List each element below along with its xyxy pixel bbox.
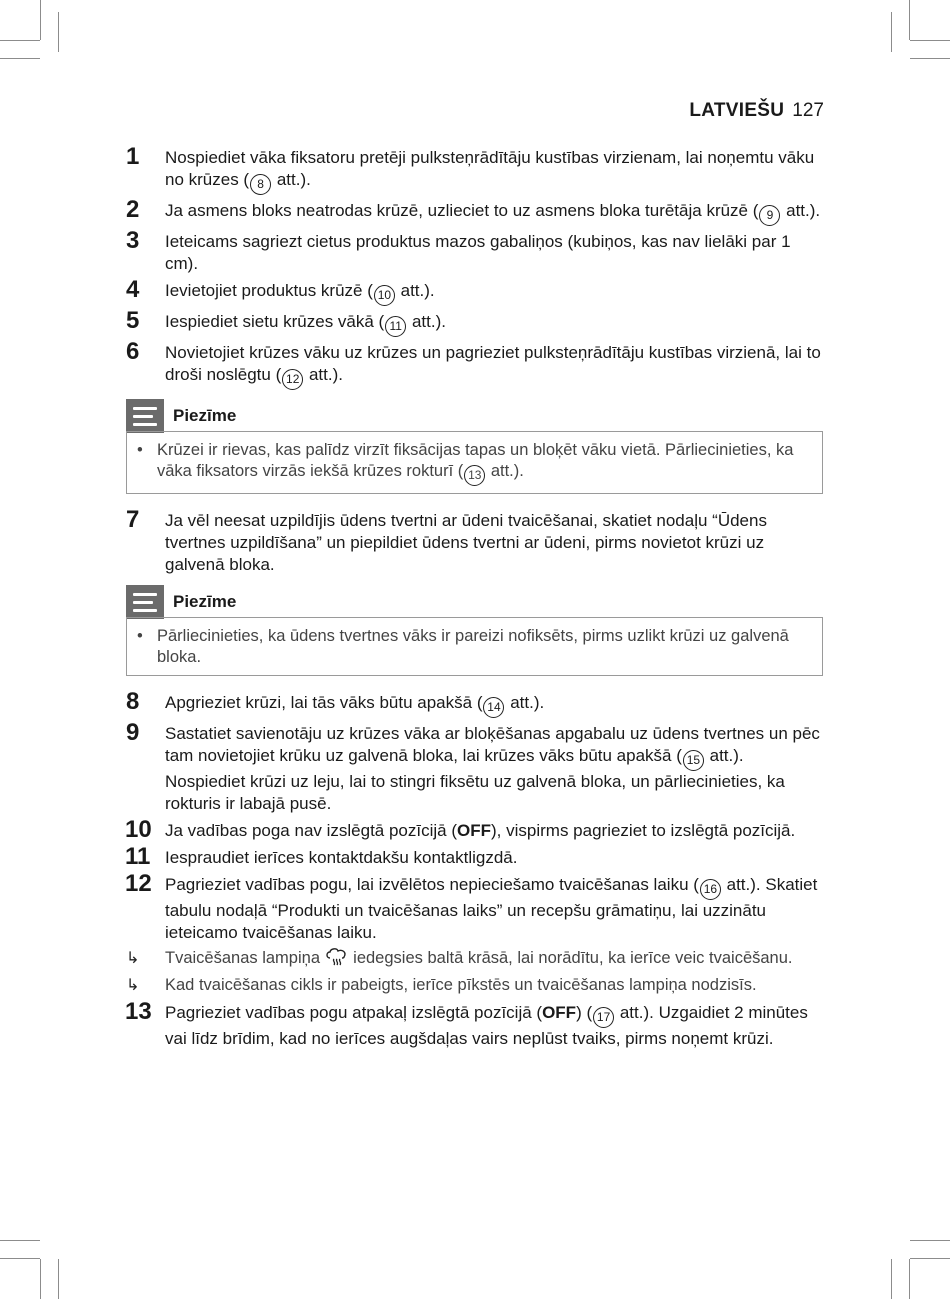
step-item: 5 Iespiediet sietu krūzes vākā ( 11 att.). [126, 311, 823, 337]
crop-mark [909, 1259, 910, 1299]
crop-mark [40, 0, 41, 40]
figure-ref: 16 [700, 879, 721, 900]
note-icon [126, 399, 164, 433]
off-label: OFF [457, 821, 492, 840]
step-number: 13 [125, 998, 152, 1025]
step-item: 1 Nospiediet vāka fiksatoru pretēji pulksteņrādītāju kustības virzienam, lai noņemtu vāku no krūzes ( 8 att.). [126, 147, 823, 195]
figure-ref: 15 [683, 750, 704, 771]
note-block [126, 585, 823, 676]
crop-mark [0, 1258, 40, 1259]
bullet: • [137, 627, 143, 645]
figure-ref: 12 [282, 369, 303, 390]
note-header [126, 399, 823, 433]
figure-ref: 10 [374, 285, 395, 306]
result-item: ↳ Tvaicēšanas lampiņa iedegsies baltā krāsā, lai norādītu, ka ierīce veic tvaicēšanu. [126, 949, 793, 967]
crop-mark [0, 40, 40, 41]
step-number: 1 [126, 143, 140, 170]
step-number: 8 [126, 688, 140, 715]
note-title: Piezīme [173, 406, 237, 425]
bullet: • [137, 441, 143, 459]
off-label: OFF [542, 1003, 577, 1022]
step-item: 12 Pagrieziet vadības pogu, lai izvēlētos nepieciešamo tvaicēšanas laiku ( 16 att.). Skatiet tabulu nodaļā “Produkti un tvaicēšanas laiks” un recepšu grāmatiņu, lai uzzinātu ieteicamo tvaicēšanas laiku. [125, 870, 818, 942]
crop-mark [40, 1259, 41, 1299]
step-number: 7 [126, 506, 140, 533]
figure-ref: 9 [759, 205, 780, 226]
crop-mark [910, 1258, 950, 1259]
note-icon [126, 585, 164, 619]
step-item: 9 Sastatiet savienotāju uz krūzes vāka ar bloķēšanas apgabalu uz ūdens tvertnes un pēc tam novietojiet krūku uz galvenā bloka, lai krūzes vāks būtu apakšā ( 15 att.). Nospiediet krūzi uz leju, lai to stingri fiksētu uz galvenā bloka, un pārliecinieties, ka rokturis ir labajā pusē. [126, 719, 820, 813]
step-item: 10 Ja vadības poga nav izslēgtā pozīcijā (OFF), vispirms pagrieziet to izslēgtā pozīcijā. [125, 816, 796, 843]
crop-mark [910, 40, 950, 41]
figure-ref: 13 [464, 465, 485, 486]
crop-mark [0, 1240, 40, 1241]
note-header [126, 585, 823, 619]
crop-mark [58, 12, 59, 52]
instructions [125, 143, 823, 1055]
crop-mark [909, 0, 910, 40]
crop-mark [910, 1240, 950, 1241]
step-number: 9 [126, 719, 140, 746]
steam-cloud-icon [325, 948, 349, 966]
step-item: 3 Ieteicams sagriezt cietus produktus mazos gabaliņos (kubiņos, kas nav lielāki par 1 cm). [126, 227, 791, 273]
crop-mark [58, 1259, 59, 1299]
step-item: 8 Apgrieziet krūzi, lai tās vāks būtu apakšā ( 14 att.). [126, 692, 823, 718]
step-item: 6 Novietojiet krūzes vāku uz krūzes un pagrieziet pulksteņrādītāju kustības virzienā, lai to droši noslēgtu ( 12 att.). [126, 342, 823, 390]
note-content: • Pārliecinieties, ka ūdens tvertnes vāks ir pareizi nofiksēts, pirms uzlikt krūzi uz galvenā bloka. [126, 617, 823, 676]
step-number: 10 [125, 816, 152, 843]
result-arrow-icon: ↳ [126, 977, 140, 994]
step-item: 2 Ja asmens bloks neatrodas krūzē, uzlieciet to uz asmens bloka turētāja krūzē ( 9 att.). [126, 200, 823, 226]
step-number: 5 [126, 307, 140, 334]
page-header [689, 100, 824, 122]
crop-mark [0, 58, 40, 59]
step-number: 2 [126, 196, 140, 223]
figure-ref: 11 [385, 316, 406, 337]
crop-mark [910, 58, 950, 59]
note-block [126, 399, 823, 494]
figure-ref: 8 [250, 174, 271, 195]
step-item [126, 506, 823, 576]
note-content: • Krūzei ir rievas, kas palīdz virzīt fiksācijas tapas un bloķēt vāku vietā. Pārliecinieties, ka vāka fiksators virzās iekšā krūzes rokturī ( 13 att.). [126, 431, 823, 494]
crop-mark [891, 1259, 892, 1299]
step-number: 12 [125, 870, 152, 897]
figure-ref: 17 [593, 1007, 614, 1028]
step-number: 3 [126, 227, 140, 254]
step-item: 4 Ievietojiet produktus krūzē ( 10 att.). [126, 280, 823, 306]
language-label: LATVIEŠU [689, 100, 785, 121]
step-number: 4 [126, 276, 140, 303]
crop-mark [891, 12, 892, 52]
page-number: 127 [792, 100, 824, 121]
step-item: 13 Pagrieziet vadības pogu atpakaļ izslēgtā pozīcijā (OFF) ( 17 att.). Uzgaidiet 2 minūtes vai līdz brīdim, kad no ierīces augšdaļas vairs neplūst tvaiks, pirms noņemt krūzi. [125, 998, 808, 1048]
step-number: 11 [125, 843, 151, 870]
step-text: Ja vēl neesat uzpildījis ūdens tvertni ar ūdeni tvaicēšanai, skatiet nodaļu “Ūdens tvertnes uzpildīšana” un piepildiet ūdens tvertni ar ūdeni, pirms novietot krūzi uz galvenā bloka. [165, 511, 767, 574]
step-item [125, 843, 823, 870]
figure-ref: 14 [483, 697, 504, 718]
note-title: Piezīme [173, 592, 237, 611]
step-number: 6 [126, 338, 140, 365]
step-text: Iespraudiet ierīces kontaktdakšu kontaktligzdā. [165, 848, 518, 867]
result-item: ↳ Kad tvaicēšanas cikls ir pabeigts, ierīce pīkstēs un tvaicēšanas lampiņa nodzisīs. [126, 976, 757, 994]
result-arrow-icon: ↳ [126, 950, 140, 967]
steps-list [126, 143, 823, 390]
